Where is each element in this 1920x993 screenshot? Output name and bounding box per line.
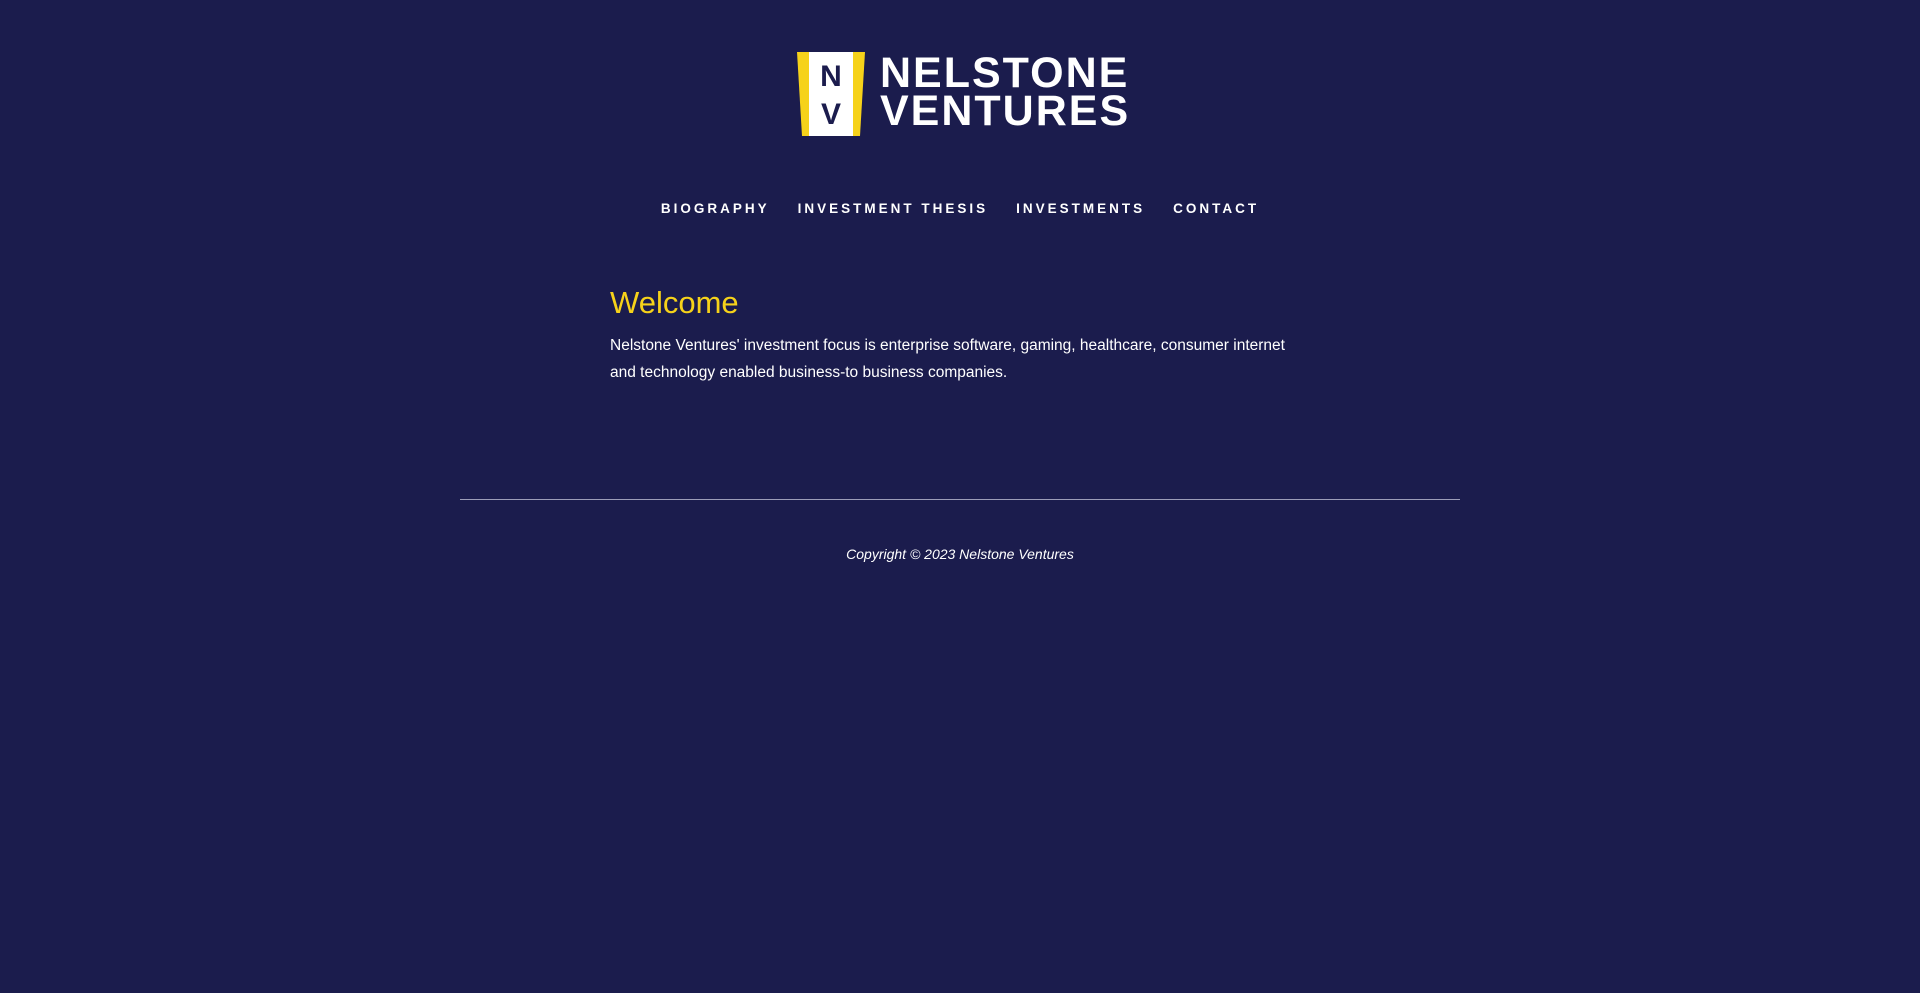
footer-divider xyxy=(460,499,1460,500)
nav-item-investments[interactable]: INVESTMENTS xyxy=(1016,201,1146,216)
nv-monogram-icon xyxy=(797,52,865,136)
main-content xyxy=(610,282,1310,386)
svg-text:V: V xyxy=(820,98,842,131)
logo-line-2: VENTURES xyxy=(880,87,1131,135)
logo-link[interactable] xyxy=(797,49,1131,136)
logo-line-1: NELSTONE xyxy=(880,49,1130,97)
svg-text:N: N xyxy=(820,60,842,93)
main-nav xyxy=(0,200,1920,218)
nav-item-investment-thesis[interactable]: INVESTMENT THESIS xyxy=(797,201,989,216)
logo-wordmark xyxy=(880,49,1131,135)
nav-item-contact[interactable]: CONTACT xyxy=(1173,201,1260,216)
intro-paragraph: Nelstone Ventures' investment focus is enterprise software, gaming, healthcare, consumer internet and technology enabled business-to business companies. xyxy=(610,337,1285,381)
copyright-text: Copyright © 2023 Nelstone Ventures xyxy=(846,546,1074,562)
nav-item-biography[interactable]: BIOGRAPHY xyxy=(660,201,770,216)
page-title: Welcome xyxy=(610,285,739,320)
